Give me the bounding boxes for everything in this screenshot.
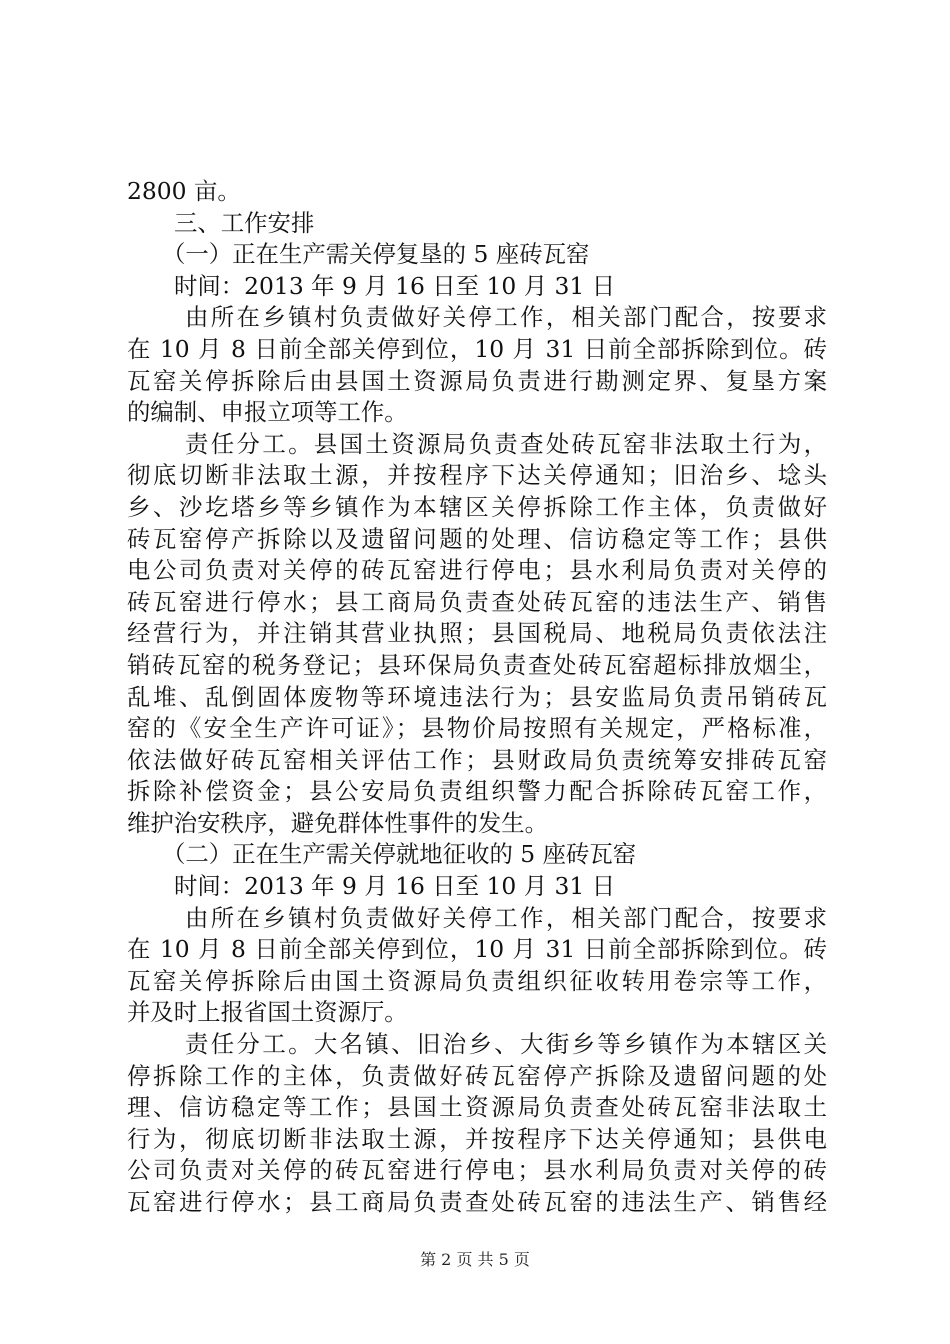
text-line: 2800 亩。 — [127, 177, 241, 205]
text-line: 瓦窑关停拆除后由县国土资源局负责进行勘测定界、复垦方案 — [127, 366, 827, 395]
document-body — [127, 176, 827, 1219]
text-line: 彻底切断非法取土源，并按程序下达关停通知；旧治乡、埝头 — [127, 461, 827, 490]
text-line: 乡、沙圪塔乡等乡镇作为本辖区关停拆除工作主体，负责做好 — [127, 492, 827, 521]
text-line: 电公司负责对关停的砖瓦窑进行停电；县水利局负责对关停的 — [127, 556, 827, 585]
text-line: 时间：2013 年 9 月 16 日至 10 月 31 日 — [174, 872, 616, 901]
text-line: 在 10 月 8 日前全部关停到位，10 月 31 日前全部拆除到位。砖 — [127, 935, 827, 964]
text-line: 停拆除工作的主体，负责做好砖瓦窑停产拆除及遗留问题的处 — [127, 1061, 827, 1090]
text-line: 砖瓦窑停产拆除以及遗留问题的处理、信访稳定等工作；县供 — [127, 524, 827, 553]
text-line: 拆除补偿资金；县公安局负责组织警力配合拆除砖瓦窑工作， — [127, 777, 827, 806]
page-footer: 第 2 页 共 5 页 — [420, 1250, 530, 1269]
text-line: 维护治安秩序，避免群体性事件的发生。 — [127, 808, 549, 837]
text-line: 理、信访稳定等工作；县国土资源局负责查处砖瓦窑非法取土 — [127, 1093, 827, 1122]
text-line: 瓦窑进行停水；县工商局负责查处砖瓦窑的违法生产、销售经 — [127, 1188, 827, 1216]
text-line: 责任分工。大名镇、旧治乡、大街乡等乡镇作为本辖区关 — [185, 1030, 827, 1059]
text-line: 经营行为，并注销其营业执照；县国税局、地税局负责依法注 — [127, 619, 827, 648]
text-line: 窑的《安全生产许可证》；县物价局按照有关规定，严格标准， — [127, 714, 827, 743]
text-line: 由所在乡镇村负责做好关停工作，相关部门配合，按要求 — [185, 303, 827, 332]
text-line: 公司负责对关停的砖瓦窑进行停电；县水利局负责对关停的砖 — [127, 1156, 827, 1185]
text-line: 并及时上报省国土资源厅。 — [127, 998, 408, 1027]
text-line: 依法做好砖瓦窑相关评估工作；县财政局负责统筹安排砖瓦窑 — [127, 745, 827, 774]
text-line: 砖瓦窑进行停水；县工商局负责查处砖瓦窑的违法生产、销售 — [127, 587, 827, 616]
text-line: 的编制、申报立项等工作。 — [127, 398, 408, 427]
text-line: （一）正在生产需关停复垦的 5 座砖瓦窑 — [162, 240, 590, 269]
text-line: 三、工作安排 — [174, 208, 315, 237]
text-line: 销砖瓦窑的税务登记；县环保局负责查处砖瓦窑超标排放烟尘， — [127, 650, 827, 679]
text-line: 责任分工。县国土资源局负责查处砖瓦窑非法取土行为， — [185, 429, 827, 458]
text-line: 行为，彻底切断非法取土源，并按程序下达关停通知；县供电 — [127, 1124, 827, 1153]
text-line: 瓦窑关停拆除后由国土资源局负责组织征收转用卷宗等工作， — [127, 966, 827, 995]
text-line: 时间：2013 年 9 月 16 日至 10 月 31 日 — [174, 271, 616, 300]
text-line: 乱堆、乱倒固体废物等环境违法行为；县安监局负责吊销砖瓦 — [127, 682, 827, 711]
text-line: 在 10 月 8 日前全部关停到位，10 月 31 日前全部拆除到位。砖 — [127, 334, 827, 363]
text-line: 由所在乡镇村负责做好关停工作，相关部门配合，按要求 — [185, 903, 827, 932]
text-line: （二）正在生产需关停就地征收的 5 座砖瓦窑 — [162, 840, 637, 869]
